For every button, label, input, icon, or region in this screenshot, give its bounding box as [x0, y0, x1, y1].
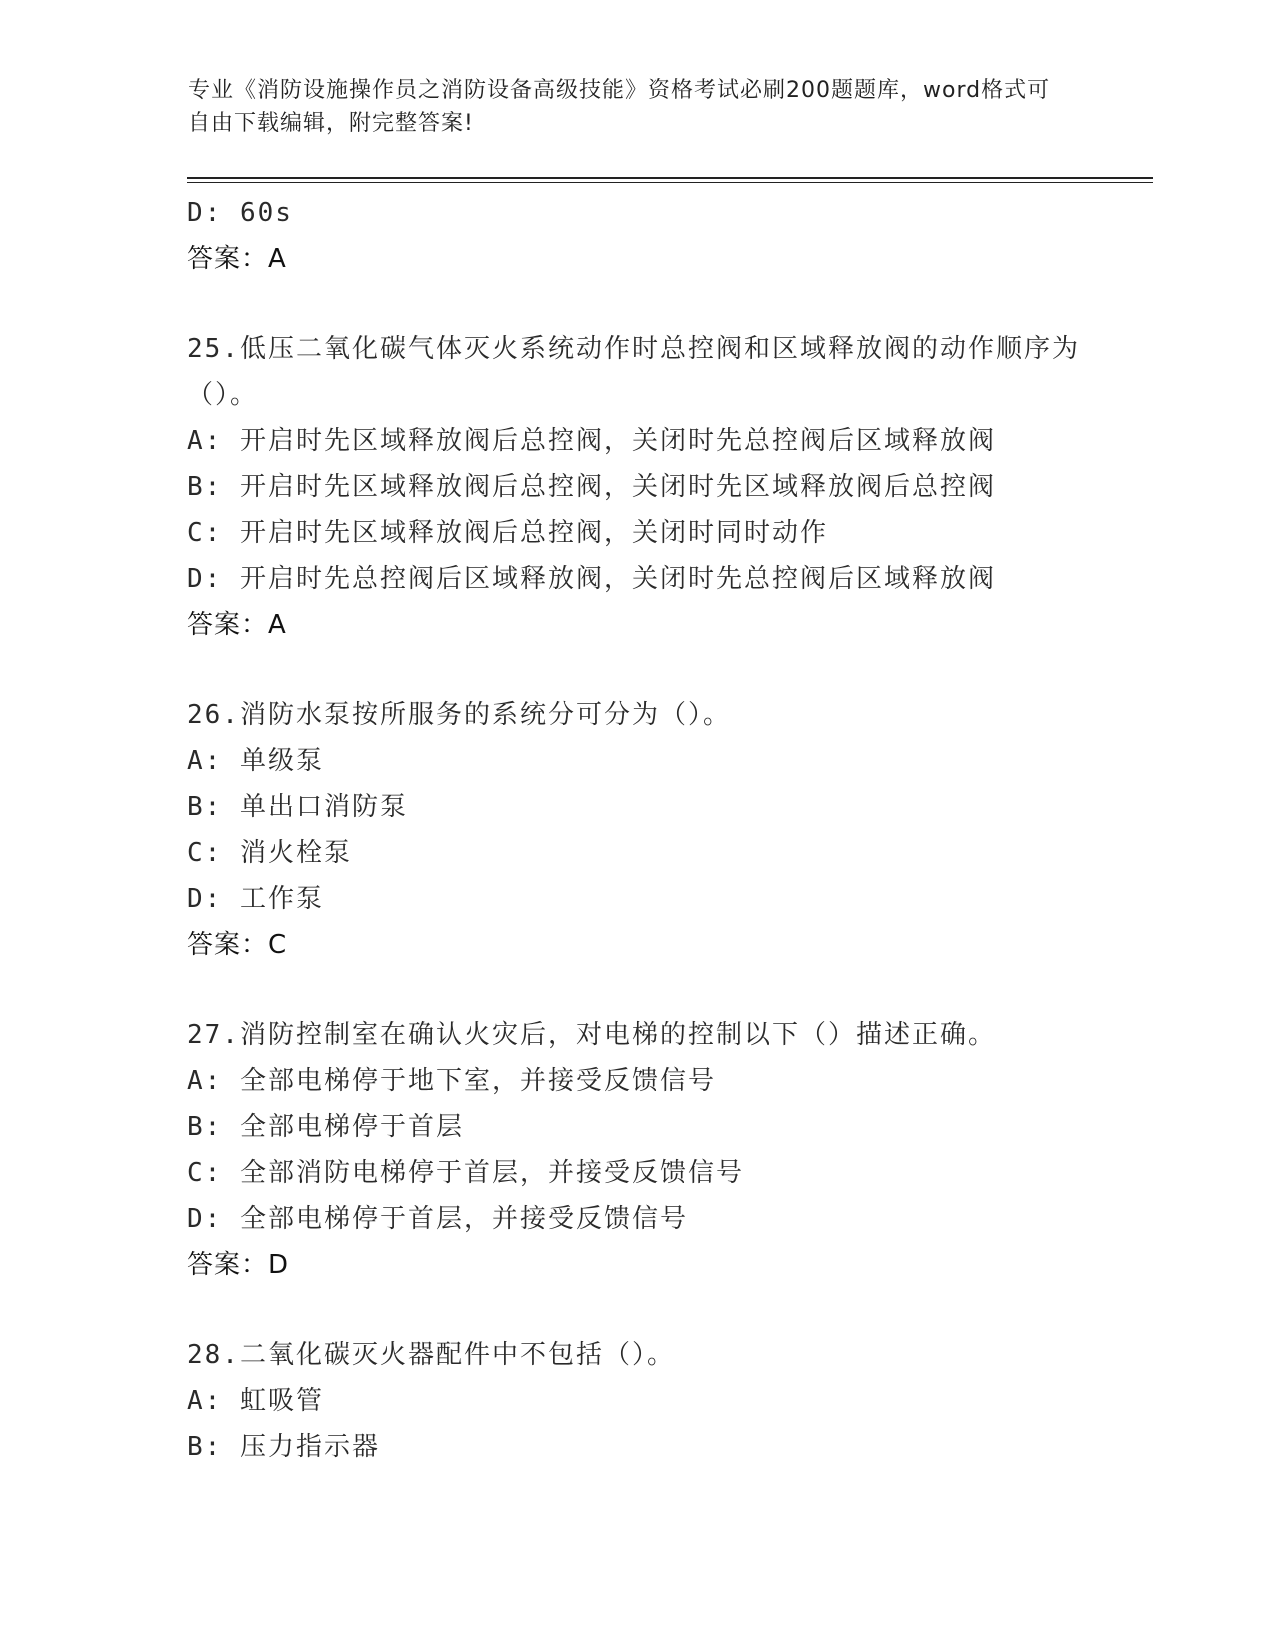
option-d: D: 60s — [187, 198, 293, 228]
option-b: B: 压力指示器 — [187, 1432, 380, 1462]
option-a: A: 单级泵 — [187, 746, 324, 776]
document-header: 专业《消防设施操作员之消防设备高级技能》资格考试必刷200题题库，word格式可自由下载编辑，附完整答案! — [188, 78, 1051, 136]
question-27 — [187, 1012, 1087, 1288]
option-a: A: 全部电梯停于地下室，并接受反馈信号 — [187, 1066, 716, 1096]
question-title: 26.消防水泵按所服务的系统分可分为（）。 — [187, 700, 731, 730]
option-c: C: 开启时先区域释放阀后总控阀，关闭时同时动作 — [187, 518, 828, 548]
question-title: 27.消防控制室在确认火灾后，对电梯的控制以下（）描述正确。 — [187, 1020, 996, 1050]
answer-line: 答案：A — [187, 610, 287, 640]
option-b: B: 全部电梯停于首层 — [187, 1112, 464, 1142]
option-d: D: 开启时先总控阀后区域释放阀，关闭时先总控阀后区域释放阀 — [187, 564, 996, 594]
answer-line: 答案：D — [187, 1250, 290, 1280]
option-d: D: 全部电梯停于首层，并接受反馈信号 — [187, 1204, 688, 1234]
answer-line: 答案：A — [187, 244, 287, 274]
option-c: C: 全部消防电梯停于首层，并接受反馈信号 — [187, 1158, 744, 1188]
option-b: B: 单出口消防泵 — [187, 792, 408, 822]
option-a: A: 虹吸管 — [187, 1386, 324, 1416]
header-divider-thick — [187, 177, 1153, 179]
question-25 — [187, 326, 1087, 648]
question-28 — [187, 1332, 1087, 1470]
question-title: 25.低压二氧化碳气体灭火系统动作时总控阀和区域释放阀的动作顺序为（）。 — [187, 334, 1080, 410]
question-26 — [187, 692, 1087, 968]
option-b: B: 开启时先区域释放阀后总控阀，关闭时先区域释放阀后总控阀 — [187, 472, 996, 502]
question-title: 28.二氧化碳灭火器配件中不包括（）。 — [187, 1340, 675, 1370]
answer-line: 答案：C — [187, 930, 288, 960]
option-d: D: 工作泵 — [187, 884, 324, 914]
option-a: A: 开启时先区域释放阀后总控阀，关闭时先总控阀后区域释放阀 — [187, 426, 996, 456]
header-divider-thin — [187, 182, 1153, 183]
option-c: C: 消火栓泵 — [187, 838, 352, 868]
question-list — [187, 190, 1087, 1470]
question-continuation — [187, 190, 1087, 282]
